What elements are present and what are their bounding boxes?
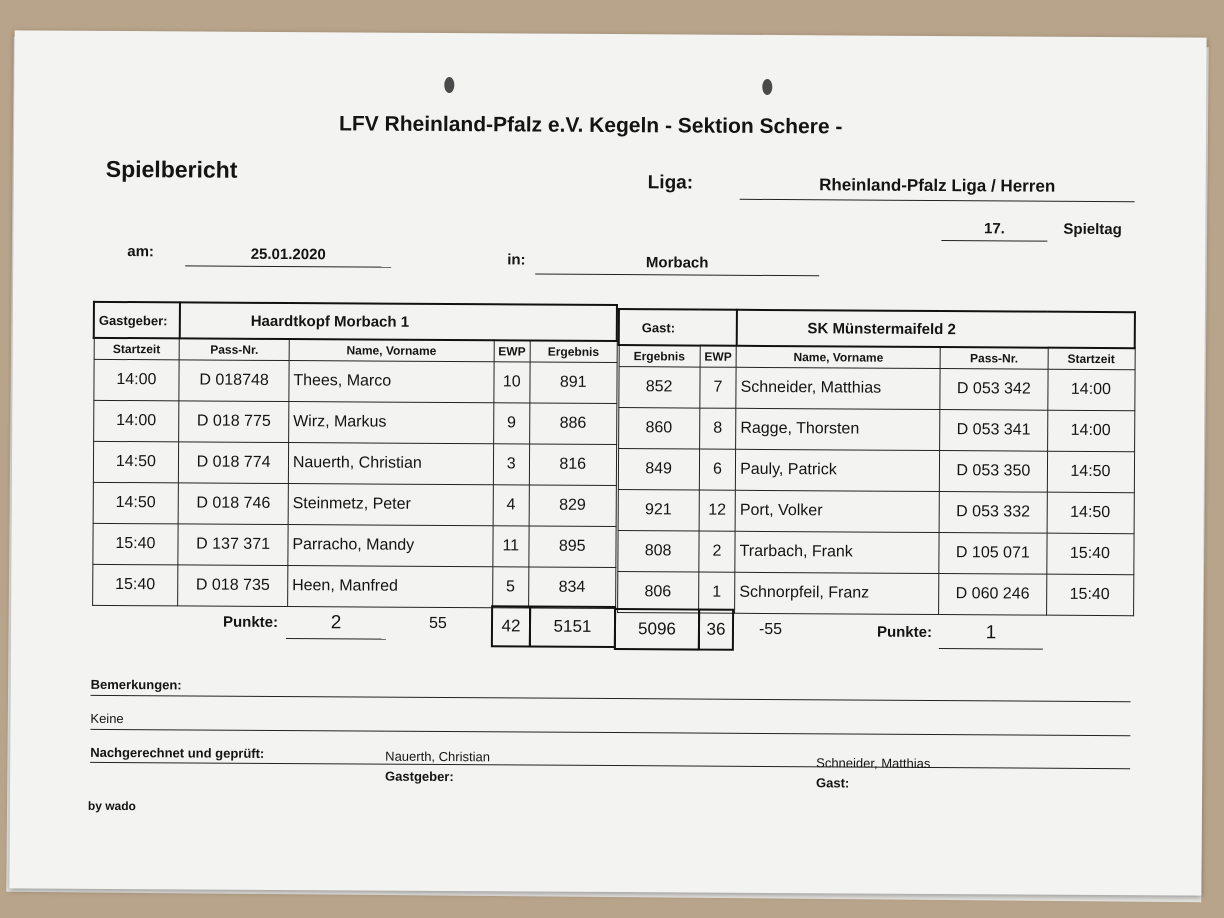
bemerkungen-line xyxy=(90,729,1130,736)
ergebnis-cell: 849 xyxy=(618,449,700,490)
pass-cell: D 053 341 xyxy=(940,410,1047,452)
start-cell: 15:40 xyxy=(92,564,178,606)
in-underline xyxy=(535,274,819,277)
liga-underline xyxy=(740,199,1135,202)
guest-team-name: SK Münstermaifeld 2 xyxy=(736,310,1135,348)
name-cell: Wirz, Markus xyxy=(288,402,493,444)
start-cell: 14:00 xyxy=(93,359,179,401)
col-header-ergebnis: Ergebnis xyxy=(619,345,700,367)
col-header-ewp: EWP xyxy=(494,340,530,362)
checked-label: Nachgerechnet und geprüft: xyxy=(90,744,265,761)
guest-header-row xyxy=(619,345,1135,370)
pass-cell: D 105 071 xyxy=(939,533,1046,575)
ergebnis-cell: 808 xyxy=(617,531,699,572)
col-header-pass-nr: Pass-Nr. xyxy=(940,347,1047,369)
ewp-cell: 11 xyxy=(492,526,529,567)
ergebnis-cell: 895 xyxy=(529,526,616,568)
home-team-name: Haardtkopf Morbach 1 xyxy=(180,302,617,341)
ewp-cell: 9 xyxy=(493,403,530,444)
pass-cell: D 018 735 xyxy=(178,565,288,607)
ewp-cell: 6 xyxy=(699,449,736,490)
checked-guest-name: Schneider, Matthias xyxy=(816,755,931,771)
table-row xyxy=(618,490,1134,534)
start-cell: 14:00 xyxy=(1047,410,1134,452)
home-table xyxy=(91,301,618,609)
ergebnis-cell: 829 xyxy=(529,485,616,527)
col-header-ewp: EWP xyxy=(700,346,736,368)
am-label: am: xyxy=(127,243,155,261)
am-value: 25.01.2020 xyxy=(250,245,326,264)
pass-cell: D 053 342 xyxy=(940,369,1047,411)
home-team-row xyxy=(94,302,617,341)
bemerkungen-line xyxy=(91,695,1131,702)
name-cell: Heen, Manfred xyxy=(287,566,492,608)
start-cell: 14:00 xyxy=(1047,369,1134,411)
spieltag-label: Spieltag xyxy=(1063,220,1122,239)
checked-guest-label: Gast: xyxy=(816,775,850,791)
table-row xyxy=(93,359,616,403)
guest-diff: -55 xyxy=(758,620,783,639)
name-cell: Nauerth, Christian xyxy=(288,443,493,485)
match-report-sheet xyxy=(9,30,1206,895)
checked-home-name: Nauerth, Christian xyxy=(385,748,491,765)
col-header-ergebnis: Ergebnis xyxy=(530,341,617,363)
guest-team-row xyxy=(619,309,1135,348)
name-cell: Pauly, Patrick xyxy=(735,449,939,491)
home-diff: 55 xyxy=(428,614,447,633)
name-cell: Schneider, Matthias xyxy=(736,367,940,409)
ewp-cell: 7 xyxy=(700,367,737,408)
pass-cell: D 018 746 xyxy=(178,483,288,525)
report-label: Spielbericht xyxy=(105,155,238,183)
spieltag-underline xyxy=(941,240,1047,242)
name-cell: Ragge, Thorsten xyxy=(736,408,940,450)
home-punkte-underline xyxy=(286,638,386,640)
ergebnis-cell: 891 xyxy=(530,362,617,404)
pass-cell: D 137 371 xyxy=(178,524,288,566)
home-punkte-label: Punkte: xyxy=(222,613,279,631)
ewp-cell: 12 xyxy=(699,490,736,531)
guest-ewp-total: 36 xyxy=(698,609,734,651)
liga-value: Rheinland-Pfalz Liga / Herren xyxy=(819,175,1056,196)
table-row xyxy=(92,523,615,567)
guest-ergebnis-total: 5096 xyxy=(614,608,700,651)
home-ewp-total: 42 xyxy=(491,605,531,647)
start-cell: 15:40 xyxy=(1046,533,1133,575)
in-label: in: xyxy=(507,251,526,269)
page-title: LFV Rheinland-Pfalz e.V. Kegeln - Sektion Schere - xyxy=(338,112,843,139)
name-cell: Thees, Marco xyxy=(289,361,494,403)
table-row xyxy=(93,400,616,444)
guest-punkte-label: Punkte: xyxy=(876,623,933,641)
am-underline xyxy=(185,265,391,267)
name-cell: Parracho, Mandy xyxy=(288,525,493,567)
ergebnis-cell: 834 xyxy=(529,567,616,609)
ergebnis-cell: 852 xyxy=(618,367,700,408)
table-row xyxy=(93,441,616,485)
liga-label: Liga: xyxy=(647,172,694,194)
start-cell: 14:50 xyxy=(1047,451,1134,493)
table-row xyxy=(618,408,1134,452)
col-header-startzeit: Startzeit xyxy=(94,338,180,360)
start-cell: 14:50 xyxy=(93,441,179,483)
home-ergebnis-total: 5151 xyxy=(529,606,616,649)
checked-line xyxy=(90,762,1130,769)
ergebnis-cell: 921 xyxy=(618,490,700,531)
guest-punkte-underline xyxy=(939,648,1043,650)
ergebnis-cell: 816 xyxy=(529,444,616,486)
start-cell: 14:50 xyxy=(1047,492,1134,534)
checked-home-label: Gastgeber: xyxy=(385,768,454,785)
punch-hole xyxy=(762,79,772,95)
in-value: Morbach xyxy=(645,254,709,272)
ergebnis-cell: 806 xyxy=(617,572,699,613)
col-header-startzeit: Startzeit xyxy=(1048,348,1135,370)
col-header-name: Name, Vorname xyxy=(736,346,940,369)
ewp-cell: 4 xyxy=(493,485,530,526)
pass-cell: D 053 350 xyxy=(940,451,1047,493)
ewp-cell: 5 xyxy=(492,567,529,608)
home-punkte-value: 2 xyxy=(330,612,342,634)
pass-cell: D 018748 xyxy=(179,360,289,402)
ewp-cell: 1 xyxy=(698,572,735,613)
ewp-cell: 8 xyxy=(699,408,736,449)
name-cell: Port, Volker xyxy=(735,490,939,532)
table-row xyxy=(618,367,1134,411)
pass-cell: D 053 332 xyxy=(939,492,1046,534)
col-header-pass-nr: Pass-Nr. xyxy=(179,338,289,360)
bemerkungen-label: Bemerkungen: xyxy=(90,676,182,693)
ergebnis-cell: 860 xyxy=(618,408,700,449)
ewp-cell: 2 xyxy=(699,531,736,572)
name-cell: Trarbach, Frank xyxy=(735,531,939,573)
start-cell: 15:40 xyxy=(92,523,178,565)
footer-credit: by wado xyxy=(87,798,136,814)
table-row xyxy=(92,564,615,608)
ewp-cell: 3 xyxy=(493,444,530,485)
pass-cell: D 060 246 xyxy=(939,574,1046,616)
start-cell: 14:00 xyxy=(93,400,179,442)
table-row xyxy=(93,482,616,526)
start-cell: 14:50 xyxy=(93,482,179,524)
ergebnis-cell: 886 xyxy=(530,403,617,445)
pass-cell: D 018 775 xyxy=(179,401,289,443)
home-label: Gastgeber: xyxy=(94,302,180,339)
punch-hole xyxy=(444,77,454,93)
guest-label: Gast: xyxy=(619,309,737,346)
table-row xyxy=(618,449,1134,493)
name-cell: Schnorpfeil, Franz xyxy=(735,572,939,614)
name-cell: Steinmetz, Peter xyxy=(288,484,493,526)
bemerkungen-value: Keine xyxy=(90,710,124,727)
spieltag-value: 17. xyxy=(983,220,1005,238)
guest-table xyxy=(616,308,1136,616)
ewp-cell: 10 xyxy=(493,362,530,403)
pass-cell: D 018 774 xyxy=(179,442,289,484)
col-header-name: Name, Vorname xyxy=(289,339,494,362)
start-cell: 15:40 xyxy=(1046,574,1133,616)
guest-punkte-value: 1 xyxy=(985,622,997,644)
table-row xyxy=(617,531,1133,575)
